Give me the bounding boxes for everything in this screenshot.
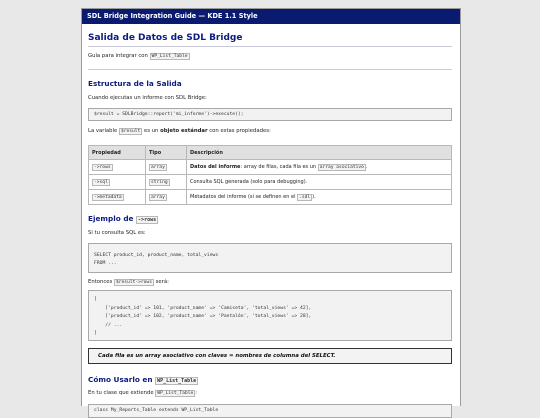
- col-header: Descripción: [187, 146, 452, 160]
- section-title-example: Ejemplo de ->rows: [88, 214, 157, 223]
- col-header: Tipo: [146, 146, 187, 160]
- note-box: Cada fila es un array asociativo con claves = nombres de columna del SELECT.: [88, 348, 452, 364]
- table-row: ->rows array Datos del informe: array de filas, cada fila es un array asociativo .: [89, 160, 452, 175]
- section-title-usage: Cómo Usarlo en WP_List_Table: [88, 375, 197, 384]
- guide-window: [81, 8, 461, 413]
- window-title: SDL Bridge Integration Guide — KDE 1.1 Style: [82, 9, 460, 24]
- divider: [88, 69, 452, 70]
- execute-code-block: $result = SDLBridge::report('mi_informe')->execute();: [88, 108, 452, 121]
- usage-lead: En tu clase que extiende WP_List_Table :: [88, 390, 198, 396]
- page-title: Salida de Datos de SDL Bridge: [88, 33, 452, 47]
- rows-desc: Entonces $result->rows será:: [88, 279, 169, 285]
- table-row: ->sql string Consulta SQL generada (solo para debugging).: [89, 175, 452, 190]
- structure-lead: Cuando ejecutas un informe con SDL Bridge:: [88, 95, 207, 101]
- example-lead: Si tu consulta SQL es:: [88, 230, 146, 236]
- properties-table: [88, 145, 452, 205]
- sql-code-block: SELECT product_id, product_name, total_views FROM ...: [88, 243, 452, 273]
- intro-text: Guía para integrar con WP_List_Table: [88, 53, 188, 59]
- rows-code-block: [ ['product_id' => 101, 'product_name' => 'Camiseta', 'total_views' => 42], ['product_id' => 102, 'product_name' => 'Pantalón', 'total_views' => 28], // ... ]: [88, 290, 452, 341]
- intro-code: WP_List_Table: [151, 54, 188, 59]
- table-row: ->metadata array Metadatos del informe (si se definen en el .sdl ).: [89, 190, 452, 205]
- class-code-block: class My_Reports_Table extends WP_List_Table: [88, 404, 452, 418]
- section-title-structure: Estructura de la Salida: [88, 79, 182, 88]
- col-header: Propiedad: [89, 146, 146, 160]
- table-header-row: [89, 146, 452, 160]
- result-desc: La variable $result es un objeto estándar con estas propiedades:: [88, 128, 271, 134]
